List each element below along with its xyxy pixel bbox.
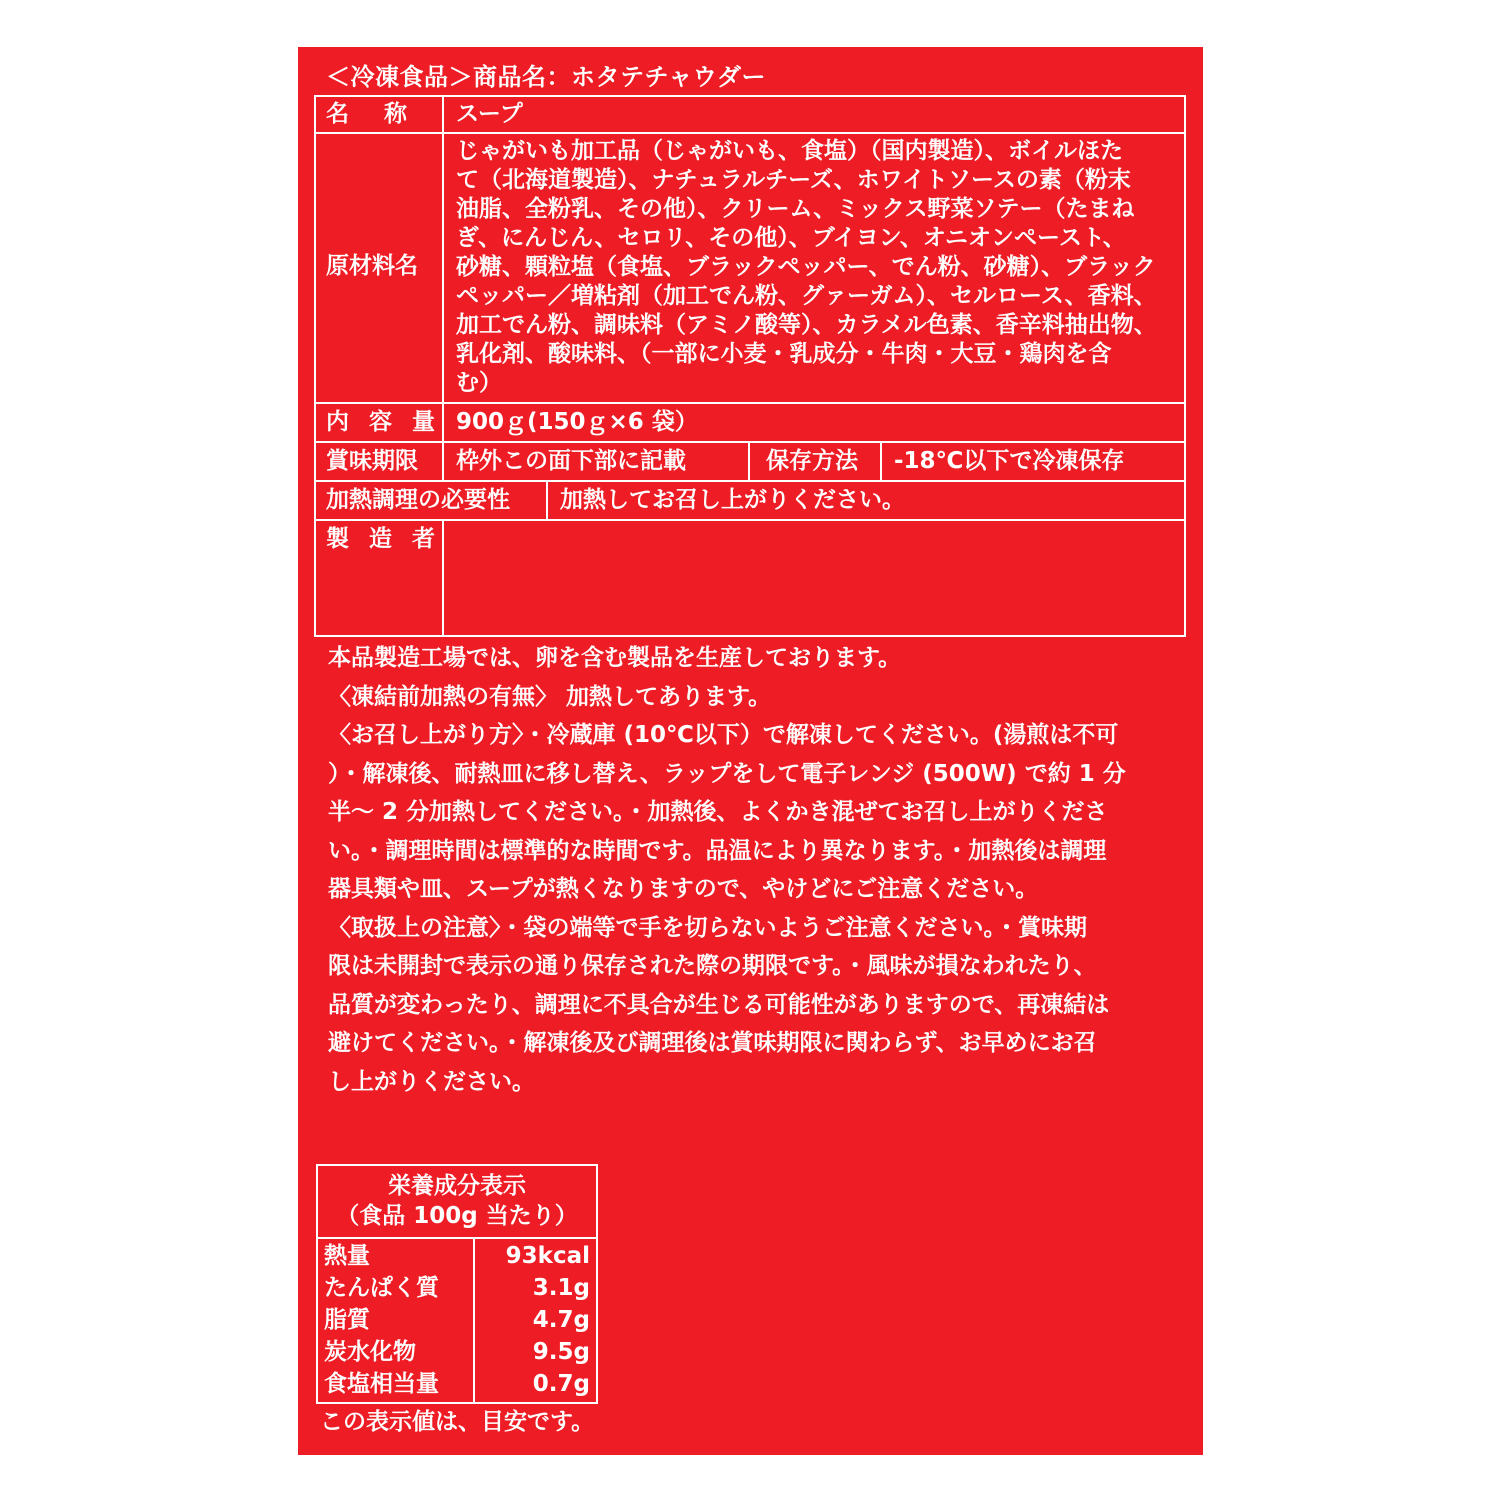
maker-label: 製 造 者 — [326, 526, 442, 552]
ingredients-value — [456, 137, 1157, 398]
ingredients-line: 油脂、全粉乳、その他）、クリーム、ミックス野菜ソテー（たまね — [456, 196, 1135, 222]
note-line: 〈凍結前加熱の有無〉 加熱してあります。 — [328, 683, 772, 710]
product-header: ＜冷凍食品＞商品名：ホタテチャウダー — [326, 63, 767, 91]
storage-label: 保存方法 — [766, 448, 858, 474]
nutrient-label: 炭水化物 — [324, 1339, 416, 1365]
nutrition-header — [318, 1166, 596, 1238]
ingredients-line: 加工でん粉、調味料（アミノ酸等）、カラメル色素、香辛料抽出物、 — [456, 312, 1157, 338]
note-line: 〈取扱上の注意〉・袋の端等で手を切らないようご注意ください。・賞味期 — [328, 914, 1087, 941]
ingredients-line: 砂糖、顆粒塩（食塩、ブラックペッパー、でん粉、砂糖）、ブラック — [456, 254, 1156, 280]
note-line: ）・解凍後、耐熱皿に移し替え、ラップをして電子レンジ (500W) で約 1 分 — [328, 760, 1126, 787]
nutrient-value: 4.7g — [532, 1307, 590, 1333]
ingredients-line: ぎ、にんじん、セロリ、その他）、ブイヨン、オニオンペースト、 — [456, 225, 1126, 251]
nutrition-footnote: この表示値は、目安です。 — [320, 1409, 595, 1435]
ingredients-line: じゃがいも加工品（じゃがいも、食塩）（国内製造）、ボイルほた — [456, 138, 1123, 164]
nutrient-value: 3.1g — [532, 1275, 590, 1301]
nutrient-value: 93kcal — [505, 1243, 590, 1269]
note-line: 器具類や皿、スープが熱くなりますので、やけどにご注意ください。 — [328, 876, 1039, 902]
nutrition-row — [318, 1272, 596, 1304]
nutrition-subtitle: （食品 100g 当たり） — [336, 1203, 578, 1229]
nutrition-row — [318, 1304, 596, 1336]
ingredients-line: て（北海道製造）、ナチュラルチーズ、ホワイトソースの素（粉末 — [456, 167, 1131, 193]
storage-value: -18℃以下で冷凍保存 — [894, 448, 1125, 474]
ingredients-line: ペッパー／増粘剤（加工でん粉、グァーガム）、セルロース、香料、 — [456, 283, 1157, 309]
nutrient-value: 0.7g — [532, 1371, 590, 1397]
note-line: 本品製造工場では、卵を含む製品を生産しております。 — [328, 645, 902, 671]
nutrient-label: 脂質 — [324, 1307, 370, 1333]
bestbefore-value: 枠外この面下部に記載 — [456, 448, 686, 474]
nutrient-label: 食塩相当量 — [324, 1371, 439, 1397]
nutrient-value: 9.5g — [532, 1339, 590, 1365]
note-line: 限は未開封で表示の通り保存された際の期限です。・風味が損なわれたり、 — [328, 953, 1097, 979]
note-line: 品質が変わったり、調理に不具合が生じる可能性がありますので、再凍結は — [328, 991, 1110, 1018]
ingredients-label: 原材料名 — [326, 253, 418, 279]
name-label: 名 称 — [326, 101, 413, 127]
note-line: 〈お召し上がり方〉・冷蔵庫 (10℃以下）で解凍してください。(湯煎は不可 — [328, 722, 1119, 748]
nutrient-label: 熱量 — [324, 1243, 370, 1269]
note-line: し上がりください。 — [328, 1068, 535, 1095]
nutrition-row — [318, 1240, 596, 1272]
bestbefore-label: 賞味期限 — [326, 448, 418, 474]
note-line: 避けてください。・解凍後及び調理後は賞味期限に関わらず、お早めにお召 — [328, 1030, 1097, 1056]
ingredients-line: む） — [456, 370, 502, 396]
content-value: 900ｇ(150ｇ×6 袋） — [456, 409, 698, 435]
nutrient-label: たんぱく質 — [324, 1275, 439, 1301]
nutrition-row — [318, 1368, 596, 1400]
heating-value: 加熱してお召し上がりください。 — [560, 487, 905, 513]
nutrition-table — [316, 1164, 598, 1404]
usage-notes — [328, 639, 1178, 1101]
label-panel — [298, 47, 1203, 1455]
note-line: 半～ 2 分加熱してください。・加熱後、よくかき混ぜてお召し上がりくださ — [328, 799, 1108, 825]
info-table — [314, 95, 1186, 637]
heating-label: 加熱調理の必要性 — [326, 487, 510, 513]
ingredients-line: 乳化剤、酸味料、（一部に小麦・乳成分・牛肉・大豆・鶏肉を含 — [456, 341, 1112, 367]
name-value: スープ — [456, 101, 523, 127]
nutrition-title: 栄養成分表示 — [388, 1173, 526, 1199]
note-line: い。・調理時間は標準的な時間です。品温により異なります。・加熱後は調理 — [328, 837, 1107, 864]
nutrition-row — [318, 1336, 596, 1368]
content-label: 内 容 量 — [326, 409, 442, 435]
